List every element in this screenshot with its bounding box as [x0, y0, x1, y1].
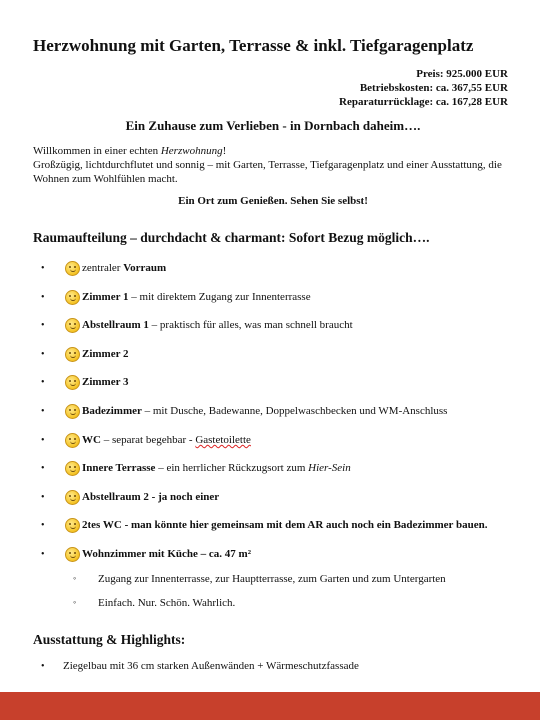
room-prefix: zentraler [82, 262, 124, 274]
room-text [82, 519, 487, 531]
room-name: 2tes WC - man könnte hier gemeinsam mit dem AR auch noch ein Badezimmer bauen. [82, 519, 488, 531]
bullet: • [41, 320, 45, 331]
bullet: • [41, 549, 45, 560]
section-heading-highlights: Ausstattung & Highlights: [33, 632, 186, 647]
sub-bullet: ◦ [73, 573, 77, 583]
room-text [82, 319, 353, 331]
room-text [82, 491, 219, 503]
smiling-face-icon [65, 318, 80, 333]
intro-text: Willkommen in einer echten [33, 145, 161, 157]
bullet: • [41, 263, 45, 274]
room-description: – praktisch für alles, was man schnell braucht [148, 319, 353, 331]
room-text [82, 262, 166, 274]
room-list-item [33, 519, 523, 535]
room-name: Zimmer 2 [82, 348, 129, 360]
room-list-item [33, 291, 523, 307]
smiling-face-icon [65, 547, 80, 562]
room-list-item [33, 348, 523, 364]
room-list-item [33, 491, 523, 507]
intro-exclaim: ! [222, 145, 227, 157]
sub-bullet: ◦ [73, 597, 77, 607]
repair-reserve-line: Reparaturrücklage: ca. 167,28 EUR [339, 96, 508, 108]
room-text [82, 548, 251, 560]
smiling-face-icon [65, 490, 80, 505]
room-text [82, 348, 129, 360]
smiling-face-icon [65, 433, 80, 448]
room-name: Abstellraum 1 [82, 319, 149, 331]
room-name: Wohnzimmer mit Küche – ca. 47 m² [82, 548, 251, 560]
room-name: WC [82, 434, 101, 446]
spellcheck-word: Gastetoilette [195, 434, 251, 446]
bullet: • [41, 292, 45, 303]
room-list-item [33, 548, 523, 564]
room-name: Abstellraum 2 - ja noch einer [82, 491, 220, 503]
room-name: Badezimmer [82, 405, 142, 417]
smiling-face-icon [65, 461, 80, 476]
room-list-item [33, 262, 523, 278]
room-text [82, 462, 351, 474]
bullet: • [41, 463, 45, 474]
tagline: Ein Ort zum Genießen. Sehen Sie selbst! [178, 195, 368, 207]
room-list-item [33, 405, 523, 421]
room-text [82, 434, 251, 446]
price-line: Preis: 925.000 EUR [416, 68, 508, 80]
page-title: Herzwohnung mit Garten, Terrasse & inkl. Tiefgaragenplatz [33, 36, 474, 55]
room-list-item [33, 434, 523, 450]
room-text [82, 376, 129, 388]
sub-item-text: Einfach. Nur. Schön. Wahrlich. [98, 597, 236, 609]
room-name: Innere Terrasse [82, 462, 156, 474]
bullet: • [41, 520, 45, 531]
smiling-face-icon [65, 375, 80, 390]
room-description: – ein herrlicher Rückzugsort zum [155, 462, 309, 474]
subheading: Ein Zuhause zum Verlieben - in Dornbach daheim…. [125, 118, 421, 133]
room-name: Vorraum [123, 262, 167, 274]
bullet: • [41, 492, 45, 503]
bullet: • [41, 435, 45, 446]
bullet: • [41, 661, 45, 672]
smiling-face-icon [65, 347, 80, 362]
bullet: • [41, 377, 45, 388]
smiling-face-icon [65, 290, 80, 305]
sub-item-text: Zugang zur Innenterrasse, zur Hauptterrasse, zum Garten und zum Untergarten [98, 573, 446, 585]
room-description: – mit direktem Zugang zur Innenterrasse [128, 291, 311, 303]
room-list-item [33, 462, 523, 478]
room-description: – mit Dusche, Badewanne, Doppelwaschbecken und WM-Anschluss [141, 405, 448, 417]
smiling-face-icon [65, 518, 80, 533]
room-emphasis: Hier-Sein [308, 462, 351, 474]
room-text [82, 405, 447, 417]
intro-emphasis: Herzwohnung [160, 145, 223, 157]
room-list-item [33, 376, 523, 392]
intro-paragraph [33, 144, 503, 186]
room-name: Zimmer 3 [82, 376, 129, 388]
smiling-face-icon [65, 261, 80, 276]
highlight-text: Ziegelbau mit 36 cm starken Außenwänden + Wärmeschutzfassade [63, 660, 359, 672]
bullet: • [41, 349, 45, 360]
footer-bar [0, 692, 540, 720]
operating-costs-line: Betriebskosten: ca. 367,55 EUR [359, 82, 508, 94]
room-name: Zimmer 1 [82, 291, 129, 303]
highlight-item [33, 660, 523, 676]
smiling-face-icon [65, 404, 80, 419]
section-heading-layout: Raumaufteilung – durchdacht & charmant: Sofort Bezug möglich…. [33, 230, 430, 245]
room-description: – separat begehbar - [100, 434, 196, 446]
intro-description: Großzügig, lichtdurchflutet und sonnig – mit Garten, Terrasse, Tiefgaragenplatz und einer Ausstattung, die Wohnen zum Wohlfühlen macht. [33, 159, 502, 185]
bullet: • [41, 406, 45, 417]
room-list-item [33, 319, 523, 335]
room-text [82, 291, 311, 303]
